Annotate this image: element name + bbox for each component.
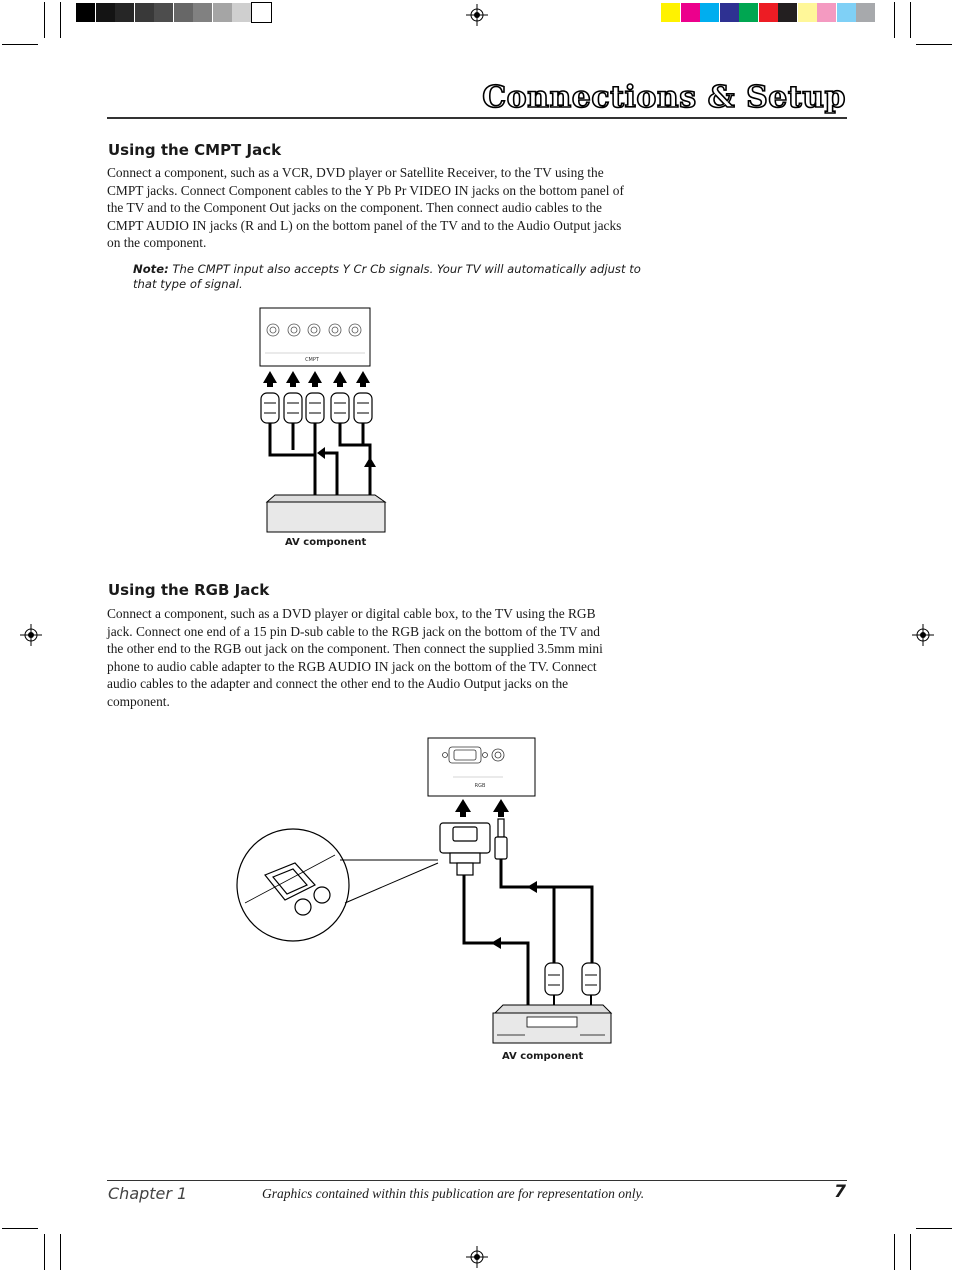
cables [270, 423, 370, 495]
rgb-heading: Using the RGB Jack [108, 581, 270, 599]
footer-rule [107, 1180, 847, 1181]
title-rule [107, 117, 847, 119]
rgb-caption: AV component [502, 1051, 584, 1062]
gray-swatch [213, 3, 232, 22]
color-swatch [837, 3, 856, 22]
rca-plugs [261, 393, 372, 423]
note-text-2: that type of signal. [133, 277, 243, 291]
cmpt-line: on the component. [107, 235, 207, 251]
color-swatch [739, 3, 758, 22]
note-text-1: The CMPT input also accepts Y Cr Cb signals. Your TV will automatically adjust to [168, 262, 641, 276]
cmpt-panel-label: CMPT [305, 357, 319, 363]
gray-swatch [96, 3, 115, 22]
color-swatch [817, 3, 836, 22]
up-arrows [263, 371, 370, 387]
cmpt-heading: Using the CMPT Jack [108, 141, 282, 159]
rgb-body [107, 605, 603, 711]
av-component-box [267, 502, 385, 532]
color-swatch [759, 3, 778, 22]
cmpt-connection-diagram [255, 305, 395, 535]
rgb-connection-diagram [235, 735, 620, 1055]
registration-mark-bottom [466, 1246, 488, 1268]
gray-swatch [154, 3, 173, 22]
color-swatch [700, 3, 719, 22]
mini-plug [495, 819, 507, 859]
gray-swatch [115, 3, 134, 22]
cmpt-body [107, 164, 624, 252]
chapter-label: Chapter 1 [108, 1184, 188, 1203]
up-arrow [455, 799, 471, 817]
cmpt-line: CMPT AUDIO IN jacks (R and L) on the bottom panel of the TV and to the Audio Output jacks [107, 217, 622, 233]
cmpt-caption: AV component [285, 537, 367, 548]
rgb-line: phone to audio cable adapter to the RGB AUDIO IN jack on the bottom of the TV. Connect [107, 658, 597, 674]
rgb-line: jack. Connect one end of a 15 pin D-sub cable to the RGB jack on the bottom of the TV and [107, 623, 600, 639]
registration-mark-top [466, 4, 488, 26]
registration-mark-right [912, 624, 934, 646]
rgb-line: component. [107, 693, 170, 709]
page-title: Connections & Setup [482, 80, 846, 115]
footer-note: Graphics contained within this publication are for representation only. [262, 1186, 645, 1201]
up-arrow [493, 799, 509, 817]
cmpt-line: the TV and to the Component Out jacks on the component. Then connect audio cables to the [107, 200, 602, 216]
rgb-line: the other end to the RGB out jack on the component. Then connect the supplied 3.5mm mini [107, 641, 603, 657]
color-swatch [798, 3, 817, 22]
dsub-jack [443, 747, 488, 763]
gray-swatch [135, 3, 154, 22]
av-component-box-top [495, 1005, 611, 1013]
rgb-line: audio cables to the adapter and connect the other end to the Audio Output jacks on the [107, 676, 569, 692]
gray-swatch [174, 3, 193, 22]
rgb-line: Connect a component, such as a DVD player or digital cable box, to the TV using the RGB [107, 606, 596, 621]
gray-swatch [252, 3, 271, 22]
page-number: 7 [834, 1182, 846, 1202]
gray-swatch [193, 3, 212, 22]
gray-swatch [232, 3, 251, 22]
color-swatch [681, 3, 700, 22]
rgb-cables [464, 859, 592, 1010]
note-label: Note: [133, 262, 169, 276]
cmpt-line: CMPT jacks. Connect Component cables to the Y Pb Pr VIDEO IN jacks on the bottom panel of [107, 182, 624, 198]
rca-plugs [545, 963, 600, 995]
cmpt-note [133, 262, 641, 292]
color-swatch [720, 3, 739, 22]
registration-mark-left [20, 624, 42, 646]
color-swatch [778, 3, 797, 22]
gray-swatch [76, 3, 95, 22]
av-component-box-top [267, 495, 385, 502]
dsub-connector [440, 823, 490, 875]
color-swatch [661, 3, 680, 22]
rgb-panel-label: RGB [474, 783, 486, 789]
color-swatch [856, 3, 875, 22]
cmpt-line: Connect a component, such as a VCR, DVD player or Satellite Receiver, to the TV using the [107, 165, 604, 180]
